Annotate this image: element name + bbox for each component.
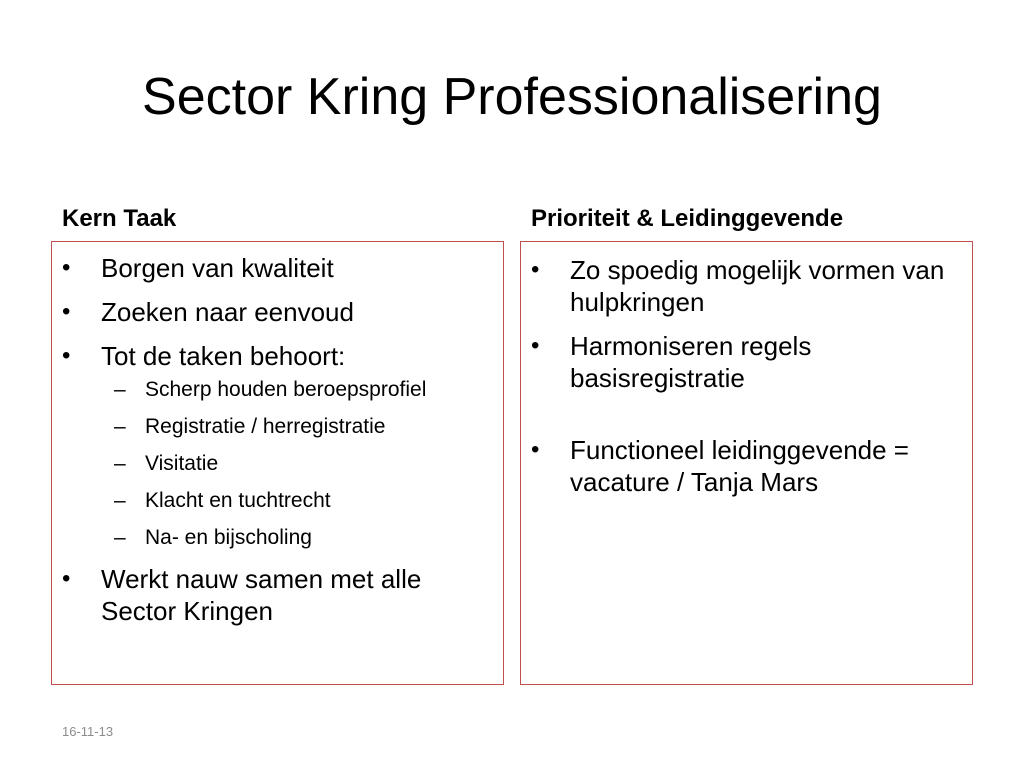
list-item-text: Borgen van kwaliteit xyxy=(101,253,334,283)
list-item-text: Zoeken naar eenvoud xyxy=(101,297,354,327)
bullet-icon: • xyxy=(62,298,71,325)
list-item-text: Tot de taken behoort: xyxy=(101,341,346,371)
bullet-icon: • xyxy=(62,254,71,281)
sub-list-item-text: Scherp houden beroepsprofiel xyxy=(145,378,427,401)
dash-icon: – xyxy=(114,415,126,438)
bullet-icon: • xyxy=(531,436,540,463)
list-item xyxy=(521,434,964,498)
sub-list-item xyxy=(101,524,495,551)
sub-list-item xyxy=(101,450,495,477)
right-bullet-list xyxy=(521,254,964,510)
left-column-heading: Kern Taak xyxy=(62,205,177,232)
list-item-text: Zo spoedig mogelijk vormen van hulpkringen xyxy=(570,255,945,317)
list-item xyxy=(52,296,495,328)
dash-icon: – xyxy=(114,452,126,475)
sub-list-item-text: Visitatie xyxy=(145,452,219,475)
slide-date: 16-11-13 xyxy=(62,724,114,739)
list-item-text: Functioneel leidinggevende = vacature / Tanja Mars xyxy=(570,435,909,497)
bullet-icon: • xyxy=(62,342,71,369)
left-content-box xyxy=(51,241,504,685)
bullet-icon: • xyxy=(531,332,540,359)
right-content-box xyxy=(520,241,973,685)
dash-icon: – xyxy=(114,526,126,549)
list-item-text: Harmoniseren regels basisregistratie xyxy=(570,331,812,393)
list-item xyxy=(52,252,495,284)
sub-list-item-text: Na- en bijscholing xyxy=(145,526,312,549)
bullet-icon: • xyxy=(62,565,71,592)
right-column-heading: Prioriteit & Leidinggevende xyxy=(531,205,844,232)
sub-bullet-list xyxy=(101,376,495,551)
sub-list-item xyxy=(101,413,495,440)
bullet-icon: • xyxy=(531,256,540,283)
list-item xyxy=(521,254,964,318)
left-bullet-list xyxy=(52,252,495,639)
dash-icon: – xyxy=(114,489,126,512)
sub-list-item-text: Registratie / herregistratie xyxy=(145,415,386,438)
sub-list-item xyxy=(101,376,495,403)
sub-list-item-text: Klacht en tuchtrecht xyxy=(145,489,331,512)
slide-title: Sector Kring Professionalisering xyxy=(142,68,882,126)
list-item xyxy=(521,330,964,394)
list-item xyxy=(52,340,495,551)
dash-icon: – xyxy=(114,378,126,401)
list-item-text: Werkt nauw samen met alle Sector Kringen xyxy=(101,564,422,626)
sub-list-item xyxy=(101,487,495,514)
list-item xyxy=(52,563,495,627)
